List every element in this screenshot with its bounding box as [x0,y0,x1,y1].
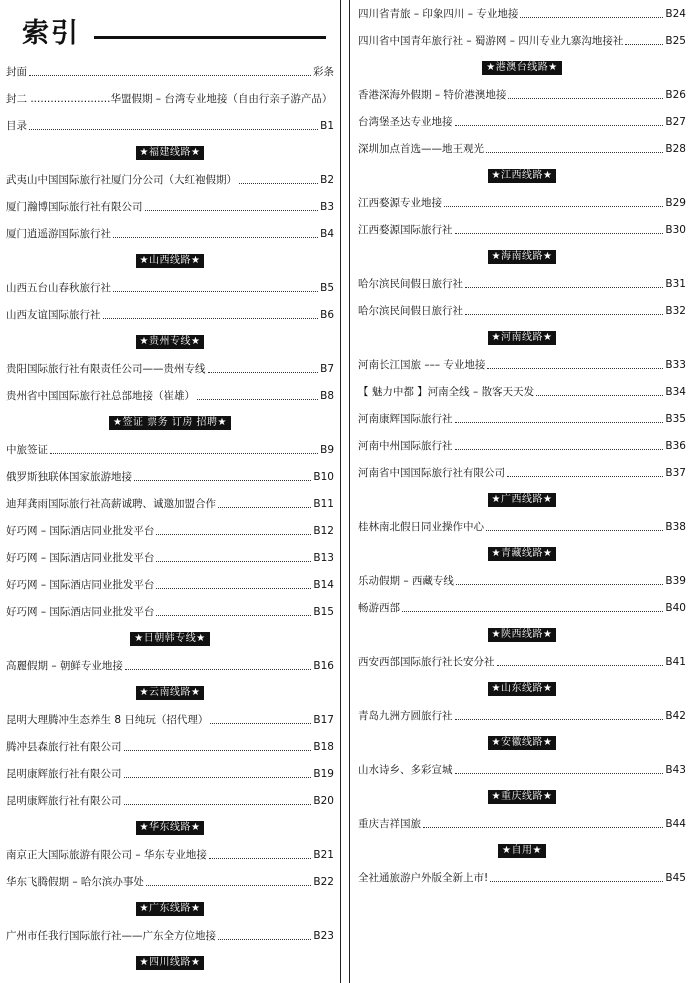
leader-dots [125,668,311,670]
index-header [22,14,326,54]
index-entry[interactable] [6,706,334,733]
index-entry[interactable] [358,432,686,459]
entry-page-number: B38 [665,520,686,533]
entry-title: 昆明康辉旅行社有限公司 [6,795,122,807]
entry-page-number: B11 [313,497,334,510]
entry-title: 河南长江国旅 ––– 专业地接 [358,359,486,371]
entry-title: 河南中州国际旅行社 [358,440,453,452]
entry-title: 贵州省中国国际旅行社总部地接（崔雄） [6,390,195,402]
leader-dots [520,16,663,18]
index-entry[interactable] [6,760,334,787]
section-label: ★贵州专线★ [136,335,205,349]
entry-title: 腾冲县森旅行社有限公司 [6,741,122,753]
leader-dots [486,529,663,531]
leader-dots [536,394,663,396]
leader-dots [156,560,311,562]
entry-title: 俄罗斯独联体国家旅游地接 [6,471,132,483]
entry-page-number: B43 [665,763,686,776]
leader-dots [218,506,311,508]
entry-title: 河南康辉国际旅行社 [358,413,453,425]
leader-dots [124,749,312,751]
index-entry[interactable] [6,58,334,85]
section-header [6,247,334,274]
index-entry[interactable] [358,405,686,432]
entry-title: 西安西部国际旅行社长安分社 [358,656,495,668]
entry-page-number: B17 [313,713,334,726]
section-label: ★港澳台线路★ [482,61,561,75]
leader-dots [456,583,663,585]
entry-page-number: B20 [313,794,334,807]
index-entry[interactable] [6,922,334,949]
index-entry[interactable] [358,0,686,27]
section-label: ★重庆线路★ [488,790,557,804]
entry-title: 好巧网 – 国际酒店同业批发平台 [6,606,155,618]
leader-dots [490,880,663,882]
section-label: ★福建线路★ [136,146,205,160]
entry-page-number: B24 [665,7,686,20]
entry-title: 目录 [6,120,27,132]
section-label: ★日朝韩专线★ [130,632,209,646]
entry-page-number: B13 [313,551,334,564]
leader-dots [156,614,311,616]
index-entry[interactable] [358,756,686,783]
entry-page-number: B19 [313,767,334,780]
entry-page-number: B6 [320,308,334,321]
leader-dots [455,718,664,720]
leader-dots [210,722,311,724]
section-label: ★青藏线路★ [488,547,557,561]
entry-title: 江西婺源专业地接 [358,197,442,209]
index-entry[interactable] [358,351,686,378]
index-entry[interactable] [358,459,686,486]
section-header [6,409,334,436]
leader-dots [124,776,312,778]
section-header [358,54,686,81]
entry-page-number: 彩条 [313,66,334,78]
index-entry[interactable] [6,436,334,463]
entry-page-number: B36 [665,439,686,452]
leader-dots [507,475,663,477]
leader-dots [508,97,663,99]
entry-title: 四川省中国青年旅行社 – 蜀游网 – 四川专业九寨沟地接社 [358,35,624,47]
entry-page-number: B32 [665,304,686,317]
section-header [6,949,334,976]
entry-page-number: B35 [665,412,686,425]
section-header [358,243,686,270]
entry-title: 山西友谊国际旅行社 [6,309,101,321]
index-entry[interactable] [358,297,686,324]
leader-dots [239,182,318,184]
leader-dots [29,74,311,76]
index-entry[interactable] [6,598,334,625]
section-header [6,895,334,922]
entry-title: 南京正大国际旅游有限公司 – 华东专业地接 [6,849,207,861]
entry-title: 武夷山中国国际旅行社厦门分公司（大红袍假期） [6,174,237,186]
leader-dots [156,587,311,589]
entry-page-number: B29 [665,196,686,209]
index-entry[interactable] [6,868,334,895]
entry-title: 高麗假期 – 朝鲜专业地接 [6,660,123,672]
index-entry[interactable] [358,81,686,108]
entry-page-number: B39 [665,574,686,587]
section-header [358,729,686,756]
entry-page-number: B33 [665,358,686,371]
entry-title: 好巧网 – 国际酒店同业批发平台 [6,525,155,537]
leader-dots [486,151,663,153]
entry-title: 贵阳国际旅行社有限责任公司——贵州专线 [6,363,206,375]
index-entry[interactable] [358,864,686,891]
index-entry[interactable] [358,108,686,135]
leader-dots [134,479,311,481]
section-label: ★四川线路★ [136,956,205,970]
section-header [358,783,686,810]
index-entry[interactable] [6,382,334,409]
section-label: ★自用★ [498,844,546,858]
entry-title: 青岛九洲方圆旅行社 [358,710,453,722]
entry-page-number: B37 [665,466,686,479]
index-entry[interactable] [358,216,686,243]
index-entry[interactable] [6,166,334,193]
entry-title: 台湾堡圣达专业地接 [358,116,453,128]
entry-title: 深圳加点首选——地王观光 [358,143,484,155]
leader-dots [218,938,311,940]
entry-title: 广州市任我行国际旅行社——广东全方位地接 [6,930,216,942]
index-entry[interactable] [6,652,334,679]
index-entry[interactable] [358,270,686,297]
index-entry[interactable] [358,189,686,216]
entry-title: 华东飞腾假期 – 哈尔滨办事处 [6,876,144,888]
entry-title: 山水诗乡、多彩宣城 [358,764,453,776]
entry-page-number: B23 [313,929,334,942]
index-entry[interactable] [6,733,334,760]
leader-dots [113,236,318,238]
section-label: ★华东线路★ [136,821,205,835]
entry-title: 迪拜龚雨国际旅行社高薪诚聘、诚邀加盟合作 [6,498,216,510]
entry-page-number: B21 [313,848,334,861]
entry-page-number: B40 [665,601,686,614]
index-entry[interactable] [6,544,334,571]
entry-title: 江西婺源国际旅行社 [358,224,453,236]
index-entry[interactable] [6,220,334,247]
entry-title: 封面 [6,66,27,78]
index-entry[interactable] [6,355,334,382]
entry-page-number: B41 [665,655,686,668]
entry-title: 全社通旅游户外版全新上市! [358,872,489,884]
index-entry[interactable] [6,841,334,868]
entry-page-number: B28 [665,142,686,155]
left-index-list [6,58,334,976]
entry-title: 好巧网 – 国际酒店同业批发平台 [6,552,155,564]
section-label: ★签证 票务 订房 招聘★ [109,416,231,430]
title-rule [94,36,326,39]
section-label: ★河南线路★ [488,331,557,345]
entry-title: 河南省中国国际旅行社有限公司 [358,467,505,479]
entry-title: 昆明康辉旅行社有限公司 [6,768,122,780]
index-entry[interactable] [358,378,686,405]
leader-dots [156,533,311,535]
index-entry[interactable] [6,193,334,220]
leader-dots [50,452,318,454]
entry-page-number: B31 [665,277,686,290]
entry-page-number: B22 [313,875,334,888]
entry-title: 重庆吉祥国旅 [358,818,421,830]
left-column [0,0,341,983]
index-entry[interactable] [6,301,334,328]
entry-page-number: B1 [320,119,334,132]
right-column [349,0,689,983]
leader-dots [113,290,318,292]
leader-dots [423,826,663,828]
entry-page-number: B4 [320,227,334,240]
index-entry[interactable] [6,787,334,814]
leader-dots [455,421,664,423]
section-header [358,540,686,567]
entry-page-number: B18 [313,740,334,753]
section-header [6,328,334,355]
entry-page-number: B5 [320,281,334,294]
entry-page-number: B15 [313,605,334,618]
section-label: ★陕西线路★ [488,628,557,642]
entry-page-number: B3 [320,200,334,213]
entry-page-number: B16 [313,659,334,672]
entry-title: 桂林南北假日同业操作中心 [358,521,484,533]
section-label: ★安徽线路★ [488,736,557,750]
entry-title: 哈尔滨民间假日旅行社 [358,278,463,290]
leader-dots [29,128,318,130]
right-index-list [358,0,686,891]
section-label: ★云南线路★ [136,686,205,700]
leader-dots [209,857,311,859]
entry-title: 畅游西部 [358,602,400,614]
entry-page-number: B10 [313,470,334,483]
section-header [358,621,686,648]
section-label: ★海南线路★ [488,250,557,264]
entry-page-number: B42 [665,709,686,722]
index-entry[interactable] [6,463,334,490]
section-header [358,324,686,351]
index-entry[interactable] [358,594,686,621]
entry-title: 好巧网 – 国际酒店同业批发平台 [6,579,155,591]
index-entry[interactable] [6,571,334,598]
index-entry[interactable] [358,567,686,594]
leader-dots [444,205,663,207]
section-header [358,486,686,513]
index-entry[interactable] [358,513,686,540]
section-header [6,139,334,166]
entry-page-number: B27 [665,115,686,128]
section-label: ★山东线路★ [488,682,557,696]
section-header [6,679,334,706]
index-entry[interactable] [358,27,686,54]
index-entry[interactable] [6,85,334,112]
entry-title: 哈尔滨民间假日旅行社 [358,305,463,317]
leader-dots [497,664,664,666]
leader-dots [455,448,664,450]
leader-dots [103,317,319,319]
entry-title: 中旅签证 [6,444,48,456]
leader-dots [124,803,312,805]
leader-dots [455,772,664,774]
entry-title: 昆明大理腾冲生态养生 8 日纯玩（招代理） [6,714,209,726]
leader-dots [465,313,663,315]
section-header [6,625,334,652]
section-label: ★山西线路★ [136,254,205,268]
entry-page-number: B9 [320,443,334,456]
entry-page-number: B25 [665,34,686,47]
leader-dots [197,398,318,400]
entry-page-number: B2 [320,173,334,186]
section-header [358,162,686,189]
entry-page-number: B44 [665,817,686,830]
entry-title: 四川省青旅 – 印象四川 – 专业地接 [358,8,519,20]
index-entry[interactable] [6,517,334,544]
index-entry[interactable] [6,274,334,301]
entry-page-number: B14 [313,578,334,591]
section-header [358,837,686,864]
entry-page-number: B45 [665,871,686,884]
entry-title: 厦门逍遥游国际旅行社 [6,228,111,240]
entry-page-number: B26 [665,88,686,101]
entry-page-number: B8 [320,389,334,402]
entry-title: 香港深海外假期 – 特价港澳地接 [358,89,507,101]
section-header [6,814,334,841]
entry-page-number: B34 [665,385,686,398]
leader-dots [625,43,663,45]
entry-title: 山西五台山春秋旅行社 [6,282,111,294]
section-label: ★广西线路★ [488,493,557,507]
entry-title: 封二 ........................华盟假期 – 台湾专业地接（自由行亲子游产品） [6,93,333,105]
entry-page-number: B7 [320,362,334,375]
entry-page-number: B30 [665,223,686,236]
section-label: ★江西线路★ [488,169,557,183]
leader-dots [455,232,664,234]
page-title: 索引 [22,18,80,49]
leader-dots [465,286,663,288]
leader-dots [402,610,663,612]
entry-title: 厦门瀚博国际旅行社有限公司 [6,201,143,213]
index-entry[interactable] [6,490,334,517]
index-entry[interactable] [358,702,686,729]
leader-dots [145,209,319,211]
leader-dots [146,884,311,886]
leader-dots [455,124,664,126]
leader-dots [208,371,319,373]
entry-page-number: B12 [313,524,334,537]
entry-title: 【 魅力中都 】河南全线 – 散客天天发 [358,386,535,398]
index-entry[interactable] [358,648,686,675]
index-entry[interactable] [358,135,686,162]
leader-dots [487,367,663,369]
section-label: ★广东线路★ [136,902,205,916]
index-entry[interactable] [358,810,686,837]
entry-title: 乐动假期 – 西藏专线 [358,575,454,587]
index-entry[interactable] [6,112,334,139]
section-header [358,675,686,702]
